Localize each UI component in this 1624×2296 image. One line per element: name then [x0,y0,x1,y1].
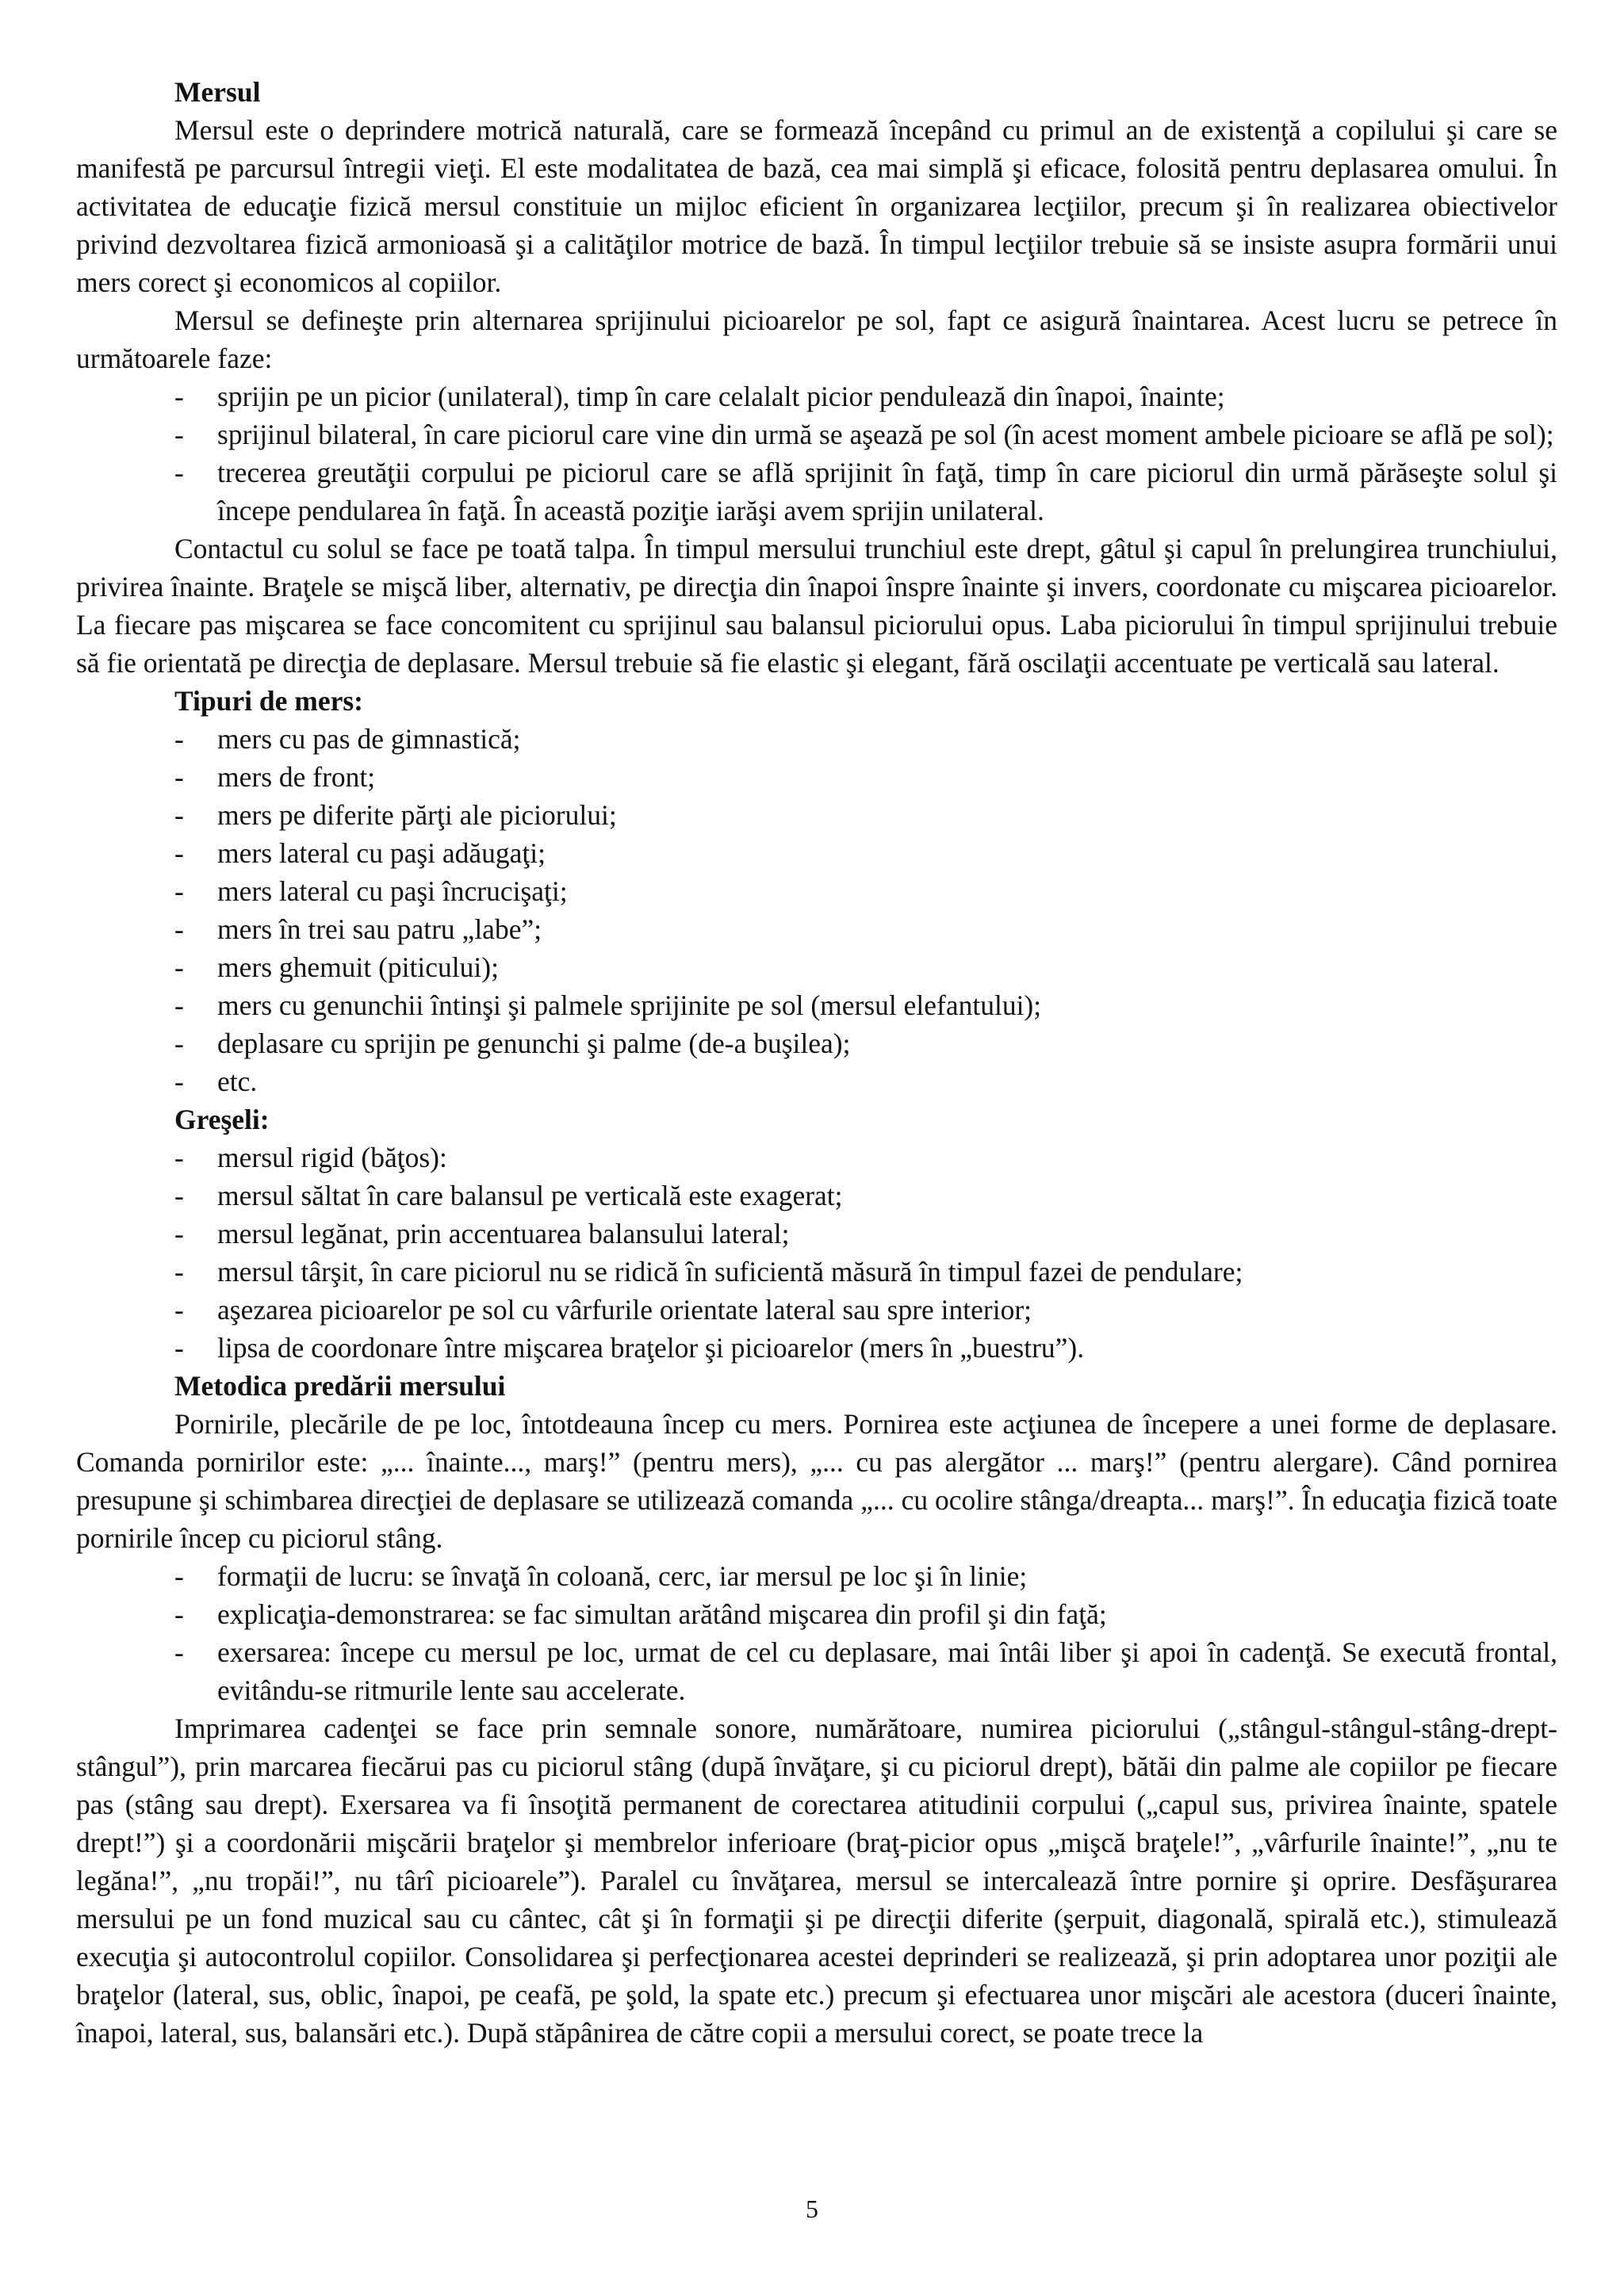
list-dash: - [174,875,184,907]
list-dash: - [174,419,184,450]
section-heading-tipuri: Tipuri de mers: [174,685,363,717]
list-dash: - [174,1066,184,1097]
section-heading-greseli: Greşeli: [174,1104,270,1135]
list-dash: - [174,1294,184,1326]
list-dash: - [174,1332,184,1364]
list-dash: - [174,1218,184,1249]
list-dash: - [174,1636,184,1668]
list-item: - mers lateral cu paşi încrucişaţi; [76,872,1557,910]
list-dash: - [174,837,184,869]
list-item: - mers cu genunchii întinşi şi palmele sprijinite pe sol (mersul elefantului); [76,986,1557,1024]
list-dash: - [174,1598,184,1630]
list-item: - explicaţia-demonstrarea: se fac simultan arătând mişcarea din profil şi din faţă; [76,1595,1557,1633]
list-dash: - [174,1180,184,1211]
list-item: - mers în trei sau patru „labe”; [76,910,1557,948]
list-dash: - [174,381,184,412]
list-dash: - [174,951,184,983]
list-item: - trecerea greutăţii corpului pe piciorul care se află sprijinit în faţă, timp în care piciorul din urmă părăseşte solul şi începe pendularea în faţă. În această poziţie iarăşi avem sprijin unilateral. [76,453,1557,530]
list-item: - mers cu pas de gimnastică; [76,720,1557,758]
list-item: - sprijinul bilateral, în care piciorul care vine din urmă se aşează pe sol (în acest moment ambele picioare se află pe sol); [76,415,1557,453]
list-item: - etc. [76,1062,1557,1100]
list-dash: - [174,1027,184,1059]
section-heading-mersul: Mersul [174,76,261,108]
list-item: - exersarea: începe cu mersul pe loc, urmat de cel cu deplasare, mai întâi liber şi apoi în cadenţă. Se execută frontal, evitându-se ritmurile lente sau accelerate. [76,1633,1557,1709]
list-dash: - [174,457,184,488]
list-dash: - [174,799,184,831]
list-item: - mersul săltat în care balansul pe verticală este exagerat; [76,1177,1557,1215]
paragraph-intro: Mersul este o deprindere motrică naturală, care se formează începând cu primul an de existenţă a copilului şi care se manifestă pe parcursul întregii vieţi. El este modalitatea de bază, cea mai simplă şi eficace, folosită pentru deplasarea omului. În activitatea de educaţie fizică mersul constituie un mijloc eficient în organizarea lecţiilor, precum şi în realizarea obiectivelor privind dezvoltarea fizică armonioasă şi a calităţilor motrice de bază. În timpul lecţiilor trebuie să se insiste asupra formării unui mers corect şi economicos al copiilor. [76,114,1557,298]
list-dash: - [174,1560,184,1592]
list-item: - formaţii de lucru: se învaţă în coloană, cerc, iar mersul pe loc şi în linie; [76,1557,1557,1595]
section-heading-metodica: Metodica predării mersului [174,1370,506,1402]
types-list [76,720,1557,1100]
list-item: - mers lateral cu paşi adăugaţi; [76,834,1557,872]
list-item: - mersul rigid (băţos): [76,1138,1557,1177]
paragraph-contact: Contactul cu solul se face pe toată talpa. În timpul mersului trunchiul este drept, gâtul şi capul în prelungirea trunchiului, privirea înainte. Braţele se mişcă liber, alternativ, pe direcţia din înapoi înspre înainte şi invers, coordonate cu mişcarea picioarelor. La fiecare pas mişcarea se face concomitent cu sprijinul sau balansul piciorului opus. Laba piciorului în timpul sprijinului trebuie să fie orientată pe direcţia de deplasare. Mersul trebuie să fie elastic şi elegant, fără oscilaţii accentuate pe verticală sau lateral. [76,533,1557,679]
list-item: - mers ghemuit (piticului); [76,948,1557,986]
list-dash: - [174,1256,184,1288]
page-number: 5 [806,2195,818,2223]
list-dash: - [174,761,184,793]
paragraph-definition: Mersul se defineşte prin alternarea sprijinului picioarelor pe sol, fapt ce asigură înaintarea. Acest lucru se petrece în următoarele faze: [76,304,1557,374]
page-content [76,73,1557,2052]
phases-list [76,377,1557,530]
list-item: - deplasare cu sprijin pe genunchi şi palme (de-a buşilea); [76,1024,1557,1062]
list-dash: - [174,989,184,1021]
errors-list [76,1138,1557,1367]
list-item: - aşezarea picioarelor pe sol cu vârfurile orientate lateral sau spre interior; [76,1291,1557,1329]
list-dash: - [174,1142,184,1173]
list-item: - sprijin pe un picior (unilateral), timp în care celalalt picior pendulează din înapoi, înainte; [76,377,1557,415]
method-list [76,1557,1557,1709]
list-item: - lipsa de coordonare între mişcarea braţelor şi picioarelor (mers în „buestru”). [76,1329,1557,1367]
list-dash: - [174,913,184,945]
list-dash: - [174,723,184,755]
list-item: - mers pe diferite părţi ale piciorului; [76,796,1557,834]
list-item: - mers de front; [76,758,1557,796]
paragraph-porniri: Pornirile, plecările de pe loc, întotdeauna încep cu mers. Pornirea este acţiunea de începere a unei forme de deplasare. Comanda pornirilor este: „... înainte..., marş!” (pentru mers), „... cu pas alergător ... marş!” (pentru alergare). Când pornirea presupune şi schimbarea direcţiei de deplasare se utilizează comanda „... cu ocolire stânga/dreapta... marş!”. În educaţia fizică toate pornirile încep cu piciorul stâng. [76,1408,1557,1554]
list-item: - mersul legănat, prin accentuarea balansului lateral; [76,1215,1557,1253]
list-item: - mersul târşit, în care piciorul nu se ridică în suficientă măsură în timpul fazei de pendulare; [76,1253,1557,1291]
paragraph-cadenta: Imprimarea cadenţei se face prin semnale sonore, numărătoare, numirea piciorului („stângul-stângul-stâng-drept-stângul”), prin marcarea fiecărui pas cu piciorul stâng (după învăţare, şi cu piciorul drept), bătăi din palme ale copiilor pe fiecare pas (stâng sau drept). Exersarea va fi însoţită permanent de corectarea atitudinii corpului („capul sus, privirea înainte, spatele drept!”) şi a coordonării mişcării braţelor şi membrelor inferioare (braţ-picior opus „mişcă braţele!”, „vârfurile înainte!”, „nu te legăna!”, „nu tropăi!”, nu târî picioarele”). Paralel cu învăţarea, mersul se intercalează între pornire şi oprire. Desfăşurarea mersului pe un fond muzical sau cu cântec, cât şi în formaţii şi pe direcţii diferite (şerpuit, diagonală, spirală etc.), stimulează execuţia şi autocontrolul copiilor. Consolidarea şi perfecţionarea acestei deprinderi se realizează, şi prin adoptarea unor poziţii ale braţelor (lateral, sus, oblic, înapoi, pe ceafă, pe şold, la spate etc.) precum şi efectuarea unor mişcări ale acestora (duceri înainte, înapoi, lateral, sus, balansări etc.). După stăpânirea de către copii a mersului corect, se poate trece la [76,1712,1557,2049]
